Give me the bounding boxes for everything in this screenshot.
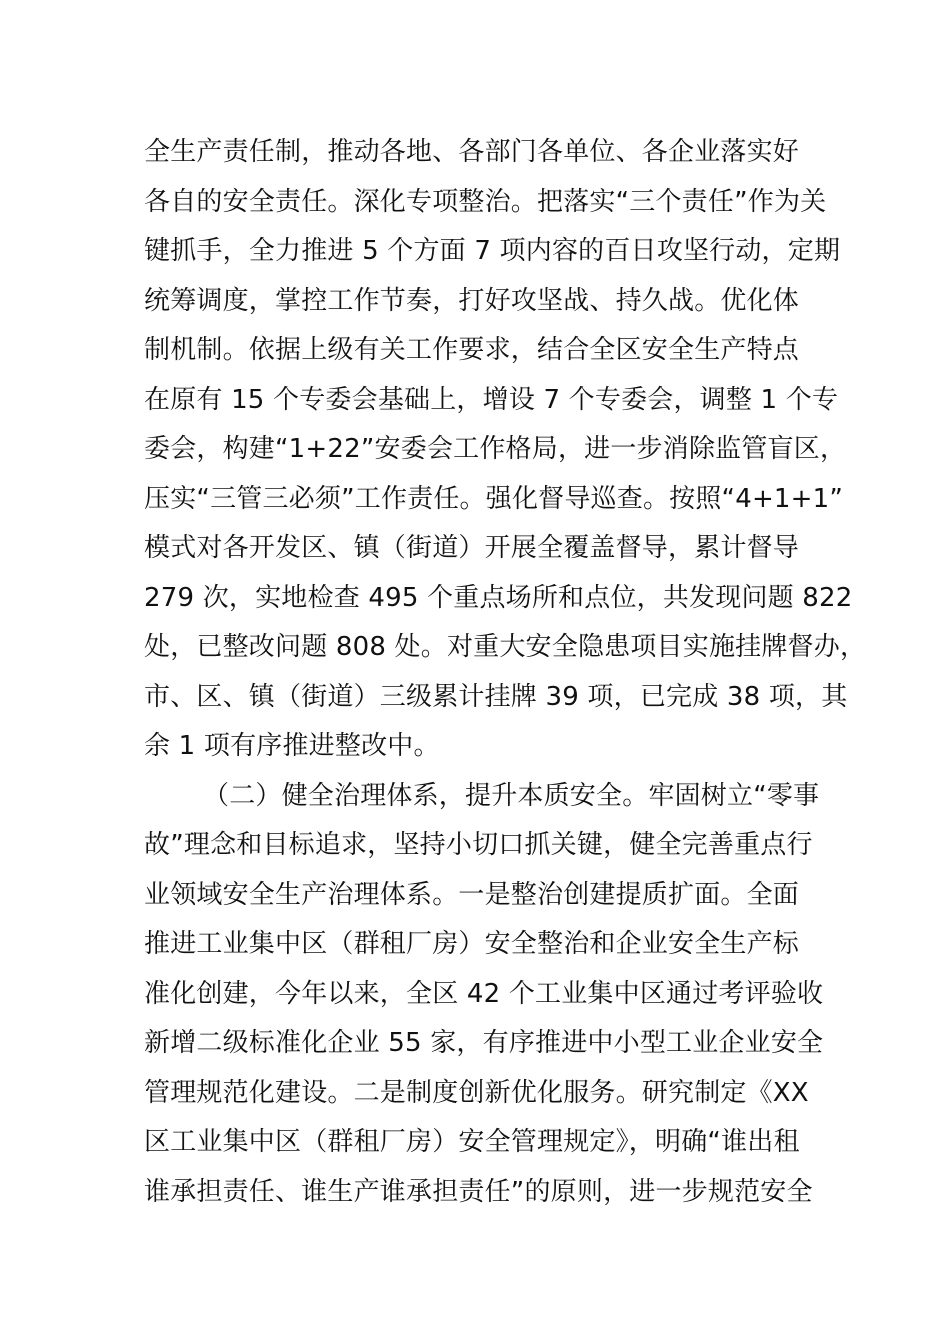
text-line: 压实“三管三必须”工作责任。强化督导巡查。按照“4+1+1” [144,483,844,514]
text-line: 推进工业集中区（群租厂房）安全整治和企业安全生产标 [144,929,800,959]
text-line: 余 1 项有序推进整改中。 [144,731,440,761]
text-line: 故”理念和目标追求，坚持小切口抓关键，健全完善重点行 [144,830,813,860]
text-line: 279 次，实地检查 495 个重点场所和点位，共发现问题 822 [144,582,853,613]
text-line: 模式对各开发区、镇（街道）开展全覆盖督导，累计督导 [144,533,800,563]
text-line: 新增二级标准化企业 55 家，有序推进中小型工业企业安全 [144,1028,824,1058]
text-line: 各自的安全责任。深化专项整治。把落实“三个责任”作为关 [144,186,827,217]
text-line: 准化创建，今年以来，全区 42 个工业集中区通过考评验收 [144,978,824,1009]
paragraph-start-line: （二）健全治理体系，提升本质安全。牢固树立“零事 [203,780,820,811]
text-line: 在原有 15 个专委会基础上，增设 7 个专委会，调整 1 个专 [144,384,839,415]
text-line: 制机制。依据上级有关工作要求，结合全区安全生产特点 [144,335,800,365]
text-line: 全生产责任制，推动各地、各部门各单位、各企业落实好 [144,137,800,167]
text-line: 键抓手，全力推进 5 个方面 7 项内容的百日攻坚行动，定期 [144,236,841,266]
text-line: 处，已整改问题 808 处。对重大安全隐患项目实施挂牌督办， [144,632,867,662]
document-body [144,128,867,1217]
text-line: 业领域安全生产治理体系。一是整治创建提质扩面。全面 [144,879,800,910]
text-line: 谁承担责任、谁生产谁承担责任”的原则，进一步规范安全 [144,1176,813,1207]
text-line: 区工业集中区（群租厂房）安全管理规定》，明确“谁出租 [144,1127,800,1157]
text-line: 管理规范化建设。二是制度创新优化服务。研究制定《XX [144,1077,809,1108]
text-line: 市、区、镇（街道）三级累计挂牌 39 项，已完成 38 项，其 [144,681,848,712]
text-line: 统筹调度，掌控工作节奏，打好攻坚战、持久战。优化体 [144,285,800,316]
text-line: 委会，构建“1+22”安委会工作格局，进一步消除监管盲区， [144,434,847,464]
